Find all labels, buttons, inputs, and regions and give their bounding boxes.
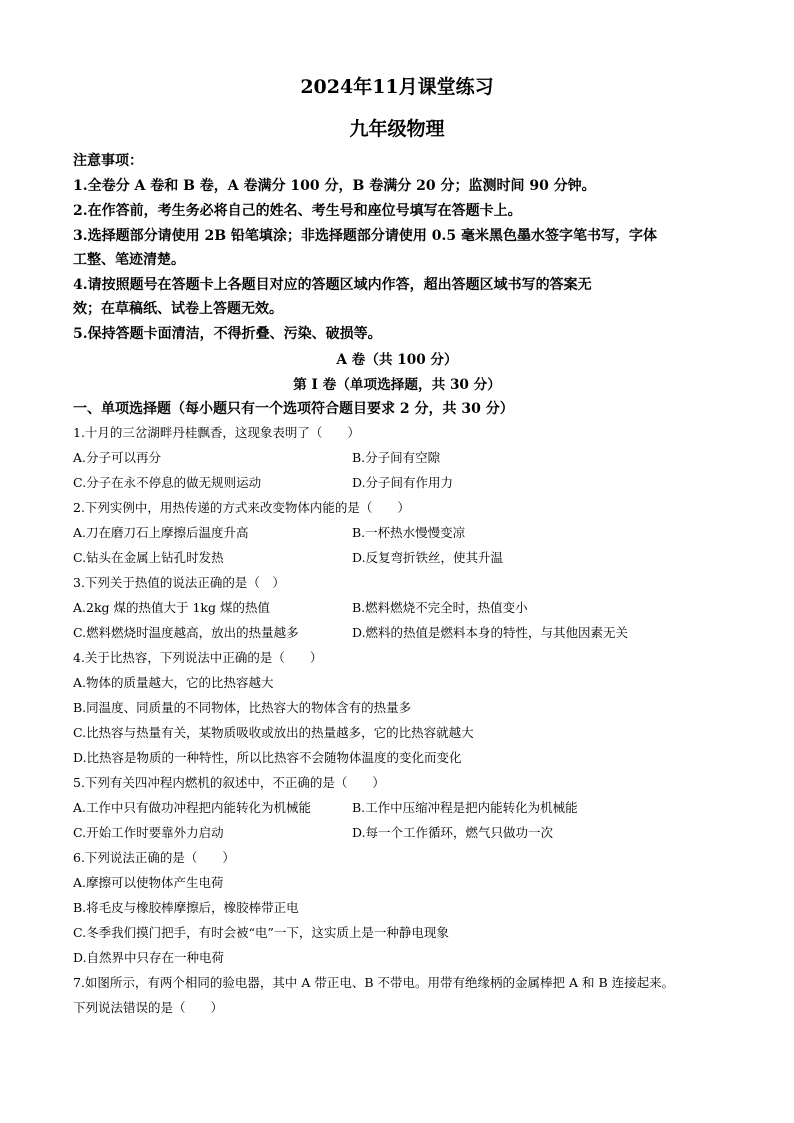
notice-item-2: 2.在作答前，考生务必将自己的姓名、考生号和座位号填写在答题卡上。 <box>73 203 522 219</box>
question-5-option-b: B.工作中压缩冲程是把内能转化为机械能 <box>352 800 578 815</box>
question-7-stem: 7.如图所示，有两个相同的验电器，其中 A 带正电、B 不带电。用带有绝缘柄的金属棒把 A 和 B 连接起来。 <box>73 975 675 990</box>
question-6-option-d: D.自然界中只存在一种电荷 <box>73 950 225 965</box>
question-4-stem: 4.关于比热容，下列说法中正确的是（ ） <box>73 650 323 665</box>
question-4-option-b: B.同温度、同质量的不同物体，比热容大的物体含有的热量多 <box>73 700 412 715</box>
question-2-stem: 2.下列实例中，用热传递的方式来改变物体内能的是（ ） <box>73 500 410 515</box>
question-3-option-a: A.2kg 煤的热值大于 1kg 煤的热值 <box>73 600 270 615</box>
exam-title: 2024年11月课堂练习 <box>300 76 494 98</box>
question-1-stem: 1.十月的三岔湖畔丹桂飘香，这现象表明了（ ） <box>73 425 360 440</box>
question-5-option-c: C.开始工作时要靠外力启动 <box>73 825 224 840</box>
question-6-option-b: B.将毛皮与橡胶棒摩擦后，橡胶棒带正电 <box>73 900 299 915</box>
question-4-option-d: D.比热容是物质的一种特性，所以比热容不会随物体温度的变化而变化 <box>73 750 462 765</box>
question-3-option-b: B.燃料燃烧不完全时，热值变小 <box>352 600 528 615</box>
question-4-option-c: C.比热容与热量有关，某物质吸收或放出的热量越多，它的比热容就越大 <box>73 725 474 740</box>
exam-subtitle: 九年级物理 <box>349 118 445 140</box>
question-5-stem: 5.下列有关四冲程内燃机的叙述中，不正确的是（ ） <box>73 775 385 790</box>
question-5-option-a: A.工作中只有做功冲程把内能转化为机械能 <box>73 800 312 815</box>
question-4-option-a: A.物体的质量越大，它的比热容越大 <box>73 675 274 690</box>
question-1-option-a: A.分子可以再分 <box>73 450 162 465</box>
part-heading: 第 I 卷（单项选择题，共 30 分） <box>293 377 501 393</box>
notice-item-3-cont: 工整、笔迹清楚。 <box>73 252 185 268</box>
volume-heading: A 卷（共 100 分） <box>336 352 458 368</box>
question-6-stem: 6.下列说法正确的是（ ） <box>73 850 235 865</box>
question-6-option-a: A.摩擦可以使物体产生电荷 <box>73 875 224 890</box>
question-2-option-a: A.刀在磨刀石上摩擦后温度升高 <box>73 525 249 540</box>
question-7-stem-cont: 下列说法错误的是（ ） <box>73 1000 224 1015</box>
notice-heading: 注意事项： <box>73 153 143 169</box>
question-1-option-b: B.分子间有空隙 <box>352 450 441 465</box>
question-3-option-d: D.燃料的热值是燃料本身的特性，与其他因素无关 <box>352 625 629 640</box>
notice-item-5: 5.保持答题卡面清洁，不得折叠、污染、破损等。 <box>73 326 382 342</box>
notice-item-4-cont: 效；在草稿纸、试卷上答题无效。 <box>73 301 283 317</box>
question-1-option-c: C.分子在永不停息的做无规则运动 <box>73 475 262 490</box>
question-3-stem: 3.下列关于热值的说法正确的是（ ） <box>73 575 285 590</box>
question-5-option-d: D.每一个工作循环，燃气只做功一次 <box>352 825 554 840</box>
notice-item-4: 4.请按照题号在答题卡上各题目对应的答题区域内作答，超出答题区域书写的答案无 <box>73 277 592 293</box>
question-2-option-b: B.一杯热水慢慢变凉 <box>352 525 466 540</box>
question-6-option-c: C.冬季我们摸门把手，有时会被“电”一下，这实质上是一种静电现象 <box>73 925 449 940</box>
notice-item-1: 1.全卷分 A 卷和 B 卷，A 卷满分 100 分，B 卷满分 20 分；监测时间 90 分钟。 <box>73 178 596 194</box>
notice-item-3: 3.选择题部分请使用 2B 铅笔填涂；非选择题部分请使用 0.5 毫米黑色墨水签字笔书写，字体 <box>73 228 658 244</box>
question-2-option-c: C.钻头在金属上钻孔时发热 <box>73 550 224 565</box>
question-3-option-c: C.燃料燃烧时温度越高，放出的热量越多 <box>73 625 299 640</box>
question-2-option-d: D.反复弯折铁丝，使其升温 <box>352 550 504 565</box>
section-heading: 一、单项选择题（每小题只有一个选项符合题目要求 2 分，共 30 分） <box>73 401 514 417</box>
question-1-option-d: D.分子间有作用力 <box>352 475 454 490</box>
